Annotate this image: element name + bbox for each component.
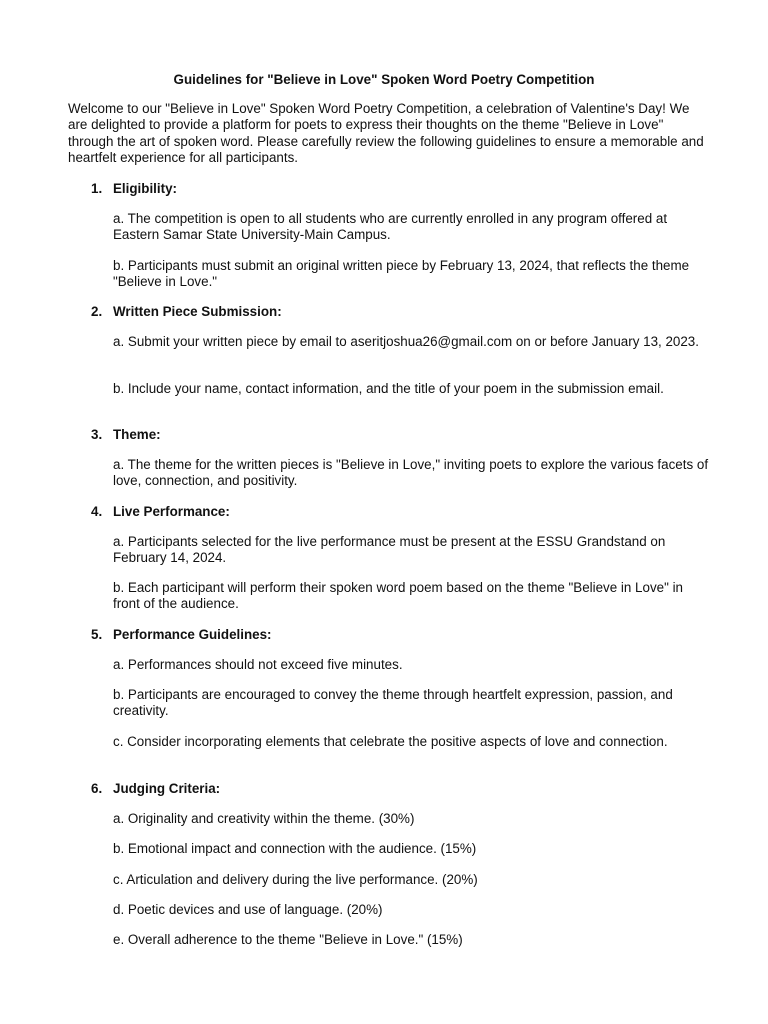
section-heading-live-performance xyxy=(91,504,230,520)
list-item: c. Articulation and delivery during the live performance. (20%) xyxy=(113,872,478,887)
intro-paragraph: Welcome to our "Believe in Love" Spoken Word Poetry Competition, a celebration of Valentine's Day! We are delighted to provide a platform for poets to express their thoughts on the theme "Believe in Love" through the art of spoken word. Please carefully review the following guidelines to ensure a memorable and heartfelt experience for all participants. xyxy=(68,101,704,166)
list-item: b. Emotional impact and connection with the audience. (15%) xyxy=(113,841,477,856)
section-title: Live Performance: xyxy=(113,504,230,519)
list-item: b. Include your name, contact information, and the title of your poem in the submission email. xyxy=(113,381,664,396)
section-title: Written Piece Submission: xyxy=(113,304,282,319)
section-heading-theme xyxy=(91,427,161,443)
section-title: Judging Criteria: xyxy=(113,781,221,796)
list-item: b. Participants must submit an original written piece by February 13, 2024, that reflects the theme "Believe in Love." xyxy=(113,258,690,290)
list-item: a. Submit your written piece by email to aseritjoshua26@gmail.com on or before January 13, 2023. xyxy=(113,334,699,349)
list-item: e. Overall adherence to the theme "Believe in Love." (15%) xyxy=(113,932,463,947)
document-title: Guidelines for "Believe in Love" Spoken Word Poetry Competition xyxy=(173,72,595,87)
list-item: c. Consider incorporating elements that celebrate the positive aspects of love and connection. xyxy=(113,734,668,749)
section-heading-performance-guidelines xyxy=(91,627,272,643)
list-item: d. Poetic devices and use of language. (20%) xyxy=(113,902,383,917)
list-item: a. Originality and creativity within the theme. (30%) xyxy=(113,811,415,826)
section-title: Performance Guidelines: xyxy=(113,627,272,642)
section-number: 2. xyxy=(91,304,103,319)
list-item: a. The theme for the written pieces is "Believe in Love," inviting poets to explore the various facets of love, connection, and positivity. xyxy=(113,457,709,489)
section-heading-submission xyxy=(91,304,282,320)
section-heading-eligibility xyxy=(91,181,177,197)
section-number: 6. xyxy=(91,781,103,796)
section-number: 1. xyxy=(91,181,103,196)
list-item: a. Performances should not exceed five minutes. xyxy=(113,657,403,672)
section-number: 5. xyxy=(91,627,103,642)
section-title: Theme: xyxy=(113,427,161,442)
section-title: Eligibility: xyxy=(113,181,177,196)
list-item: a. Participants selected for the live performance must be present at the ESSU Grandstand on February 14, 2024. xyxy=(113,534,666,566)
section-heading-judging-criteria xyxy=(91,781,220,797)
section-number: 4. xyxy=(91,504,103,519)
section-number: 3. xyxy=(91,427,103,442)
list-item: a. The competition is open to all students who are currently enrolled in any program offered at Eastern Samar State University-Main Campus. xyxy=(113,211,668,243)
list-item: b. Participants are encouraged to convey the theme through heartfelt expression, passion, and creativity. xyxy=(113,687,673,719)
list-item: b. Each participant will perform their spoken word poem based on the theme "Believe in Love" in front of the audience. xyxy=(113,580,683,612)
